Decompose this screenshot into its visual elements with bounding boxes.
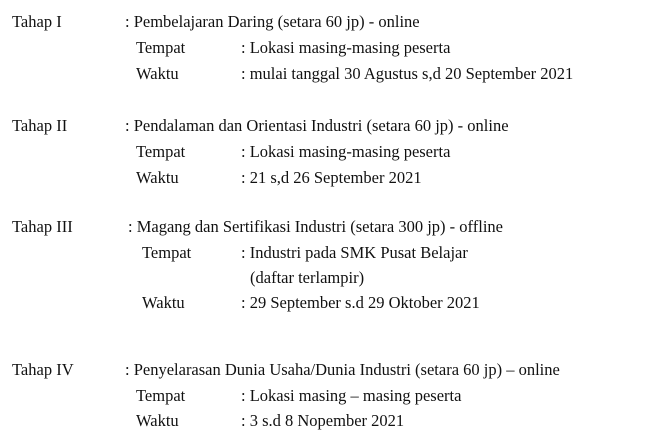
time-value: : 3 s.d 8 Nopember 2021 (241, 411, 405, 430)
venue-value: : Lokasi masing – masing peserta (241, 386, 462, 405)
time-label: Waktu (136, 168, 179, 187)
venue-value: : Lokasi masing-masing peserta (241, 38, 451, 57)
stage-name: Tahap II (12, 116, 68, 135)
venue-label: Tempat (142, 243, 192, 262)
venue-value: : Industri pada SMK Pusat Belajar (241, 243, 468, 262)
time-label: Waktu (136, 64, 179, 83)
venue-label: Tempat (136, 38, 186, 57)
stage-name: Tahap IV (12, 360, 74, 379)
time-label: Waktu (142, 293, 185, 312)
stage-title: : Pembelajaran Daring (setara 60 jp) - online (125, 12, 420, 31)
venue-value: : Lokasi masing-masing peserta (241, 142, 451, 161)
stage-name: Tahap III (12, 217, 73, 236)
stage-title: : Magang dan Sertifikasi Industri (setara 300 jp) - offline (128, 217, 503, 236)
venue-extra: (daftar terlampir) (250, 268, 365, 287)
time-value: : 21 s,d 26 September 2021 (241, 168, 422, 187)
venue-label: Tempat (136, 386, 186, 405)
stage-title: : Penyelarasan Dunia Usaha/Dunia Industri (setara 60 jp) – online (125, 360, 560, 379)
time-value: : mulai tanggal 30 Agustus s,d 20 September 2021 (241, 64, 574, 83)
venue-label: Tempat (136, 142, 186, 161)
stage-name: Tahap I (12, 12, 62, 31)
stage-title: : Pendalaman dan Orientasi Industri (setara 60 jp) - online (125, 116, 509, 135)
time-value: : 29 September s.d 29 Oktober 2021 (241, 293, 480, 312)
time-label: Waktu (136, 411, 179, 430)
